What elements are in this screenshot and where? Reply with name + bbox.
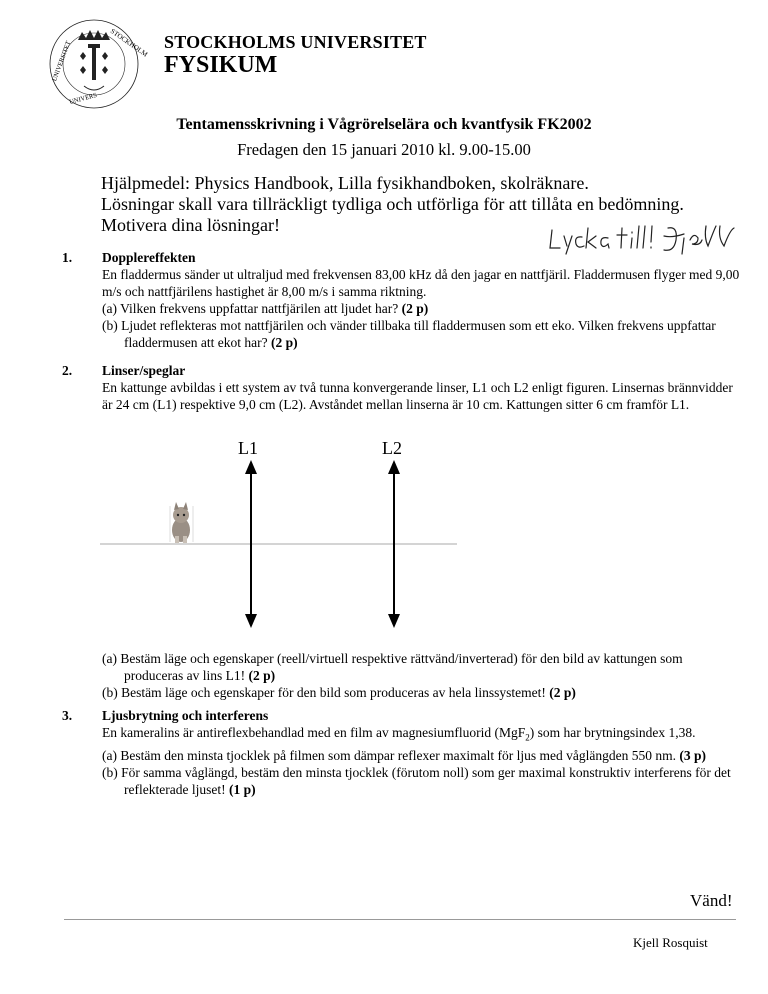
turn-page-note: Vänd! bbox=[690, 891, 733, 910]
department-name: FYSIKUM bbox=[164, 52, 278, 78]
exam-title: Tentamensskrivning i Vågrörelselära och kvantfysik FK2002 bbox=[176, 116, 592, 133]
lens1-label: L1 bbox=[238, 438, 258, 458]
question-2 bbox=[62, 362, 742, 413]
svg-text:STOCKHOLM: STOCKHOLM bbox=[108, 27, 150, 59]
question-title: Linser/speglar bbox=[102, 363, 186, 378]
lens2-label: L2 bbox=[382, 438, 402, 458]
university-name: STOCKHOLMS UNIVERSITET bbox=[164, 32, 427, 52]
question-title: Ljusbrytning och interferens bbox=[102, 708, 269, 723]
university-seal bbox=[48, 18, 150, 110]
question-text: En kameralins är antireflexbehandlad med en film av magnesiumfluorid (MgF$_2$) som har brytningsindex 1,38. bbox=[102, 725, 696, 743]
question-title: Dopplereffekten bbox=[102, 250, 196, 265]
author-name: Kjell Rosquist bbox=[633, 935, 708, 950]
question-text: En fladdermus sänder ut ultraljud med frekvensen 83,00 kHz då den jagar en nattfjäril. Fladdermusen flyger med 9,00 m/s och nattfjärilens hastighet är 8,00 m/s i samma riktning. bbox=[102, 267, 740, 299]
question-part-b: (b) Ljudet reflekteras mot nattfjärilen och vänder tillbaka till fladdermusen som ett eko. Vilken frekvens uppfattar fladdermusen att ekot har? (2 p) bbox=[102, 318, 716, 350]
question-part-a: (a) Bestäm den minsta tjocklek på filmen som dämpar reflexer maximalt för ljus med våglängden 550 nm. (3 p) bbox=[102, 747, 706, 763]
question-part-a: (a) Bestäm läge och egenskaper (reell/virtuell respektive rättvänd/inverterad) för den bild av kattungen som produceras av lins L1! (2 p) bbox=[102, 651, 683, 683]
question-number: 1. bbox=[62, 250, 73, 265]
svg-text:UNIVERS: UNIVERS bbox=[68, 91, 98, 106]
question-number: 2. bbox=[62, 363, 73, 378]
svg-text:UNIVERSITET: UNIVERSITET bbox=[51, 40, 73, 83]
question-1 bbox=[62, 249, 742, 351]
question-number: 3. bbox=[62, 708, 73, 723]
question-3 bbox=[62, 707, 742, 798]
question-part-b: (b) För samma våglängd, bestäm den minsta tjocklek (förutom noll) som ger maximal konstruktiv interferens för det reflekterade ljuset! (1 p) bbox=[102, 764, 731, 797]
kitten-image bbox=[170, 502, 193, 543]
question-part-a: (a) Vilken frekvens uppfattar nattfjärilen att ljudet har? (2 p) bbox=[102, 301, 429, 316]
instructions-line: Motivera dina lösningar! bbox=[101, 215, 280, 235]
exam-date: Fredagen den 15 januari 2010 kl. 9.00-15.00 bbox=[237, 140, 531, 159]
question-2-parts bbox=[62, 650, 742, 701]
question-text: En kattunge avbildas i ett system av två tunna konvergerande linser, L1 och L2 enligt figuren. Linsernas brännvidder är 24 cm (L1) respektive 9,0 cm (L2). Avståndet mellan linserna är 10 cm. Kattungen sitter 6 cm framför L1. bbox=[102, 380, 733, 412]
instructions-line: Hjälpmedel: Physics Handbook, Lilla fysikhandboken, skolräknare. bbox=[101, 173, 589, 193]
footer-divider bbox=[64, 919, 736, 920]
question-part-b: (b) Bestäm läge och egenskaper för den bild som produceras av hela linssystemet! (2 p) bbox=[102, 685, 576, 700]
lens-diagram bbox=[0, 438, 768, 638]
instructions-line: Lösningar skall vara tillräckligt tydliga och utförliga för att tillåta en bedömning. bbox=[101, 194, 684, 214]
